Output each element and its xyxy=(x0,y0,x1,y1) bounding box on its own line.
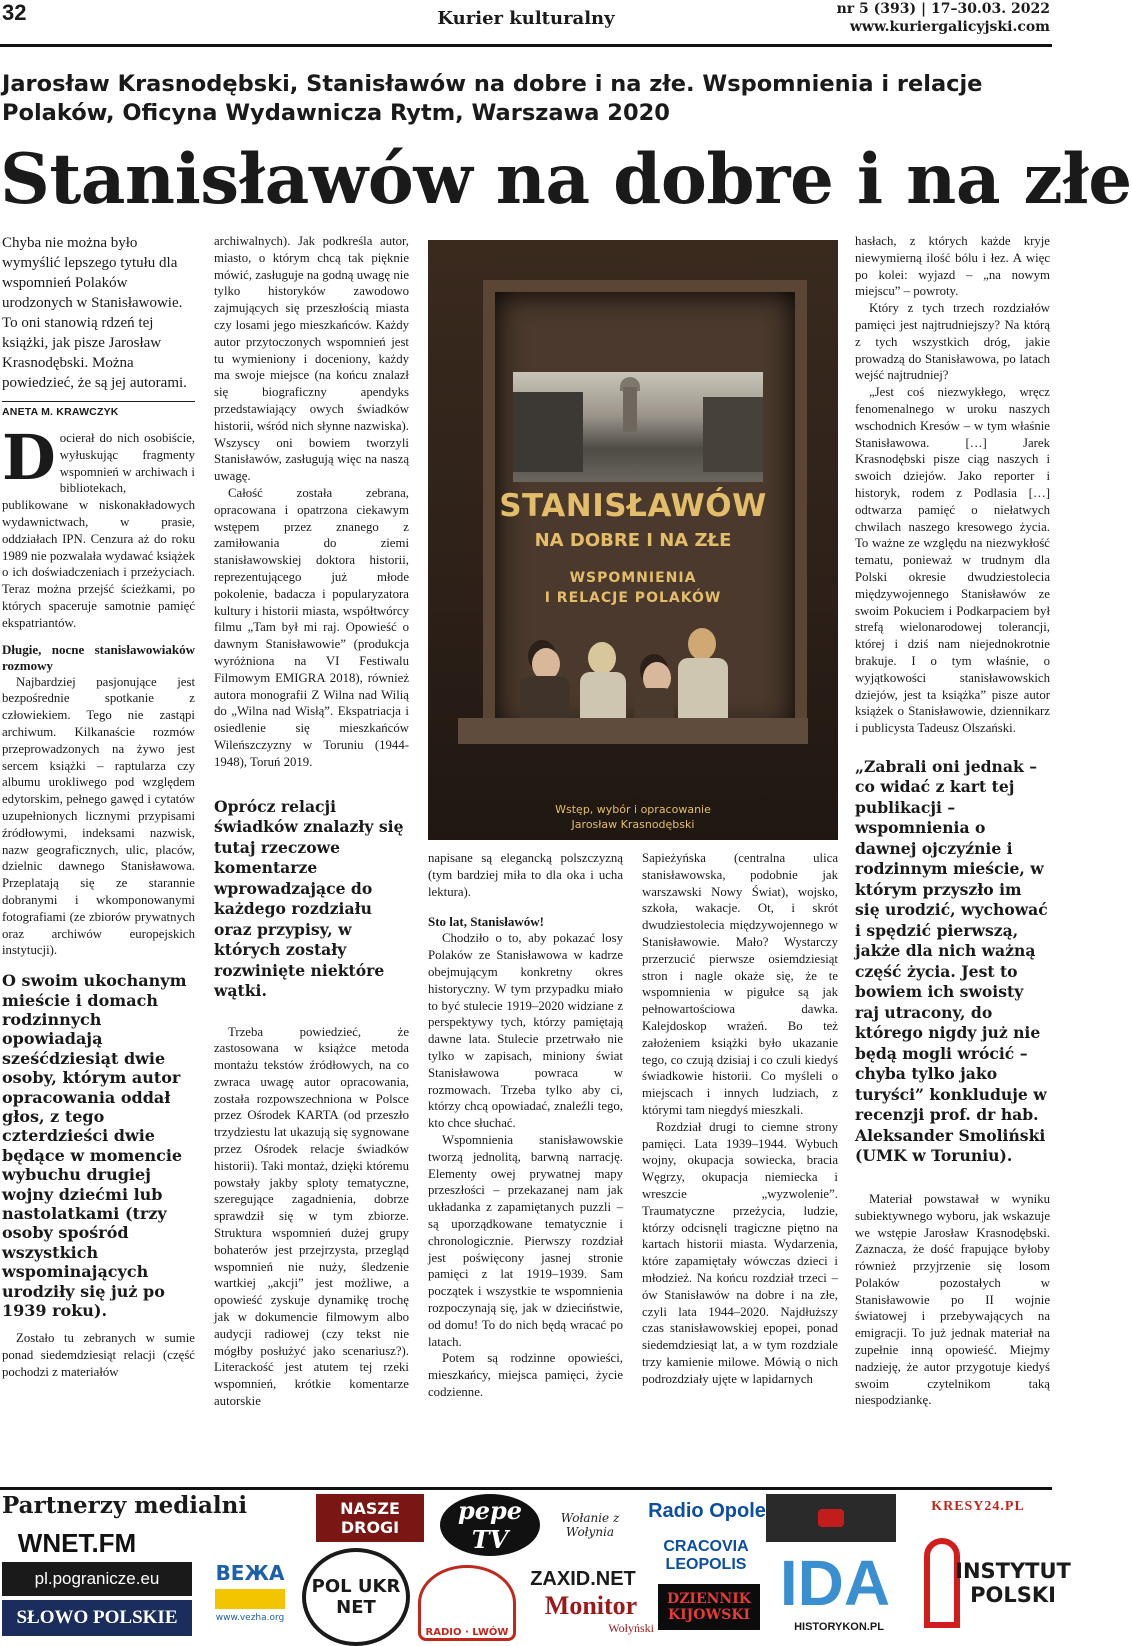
historykon-logo[interactable] xyxy=(784,1618,894,1636)
subheading: Sto lat, Stanisławów! xyxy=(428,914,544,930)
column-1 xyxy=(2,233,195,1381)
children-photo xyxy=(488,610,778,720)
issue-info xyxy=(837,0,1050,36)
logo-text: INSTYTUT POLSKI xyxy=(955,1559,1071,1607)
logo-text: DZIENNIK KIJOWSKI xyxy=(667,1591,751,1623)
paragraph: Który z tych trzech rozdziałów pamięci jest najtrudniejszy? Na którą z tych wszystkich dróg, jakie prowadzą do Stanisławowa, po latach wejść najtrudniej? xyxy=(855,301,1050,383)
cover-line: I RELACJE POLAKÓW xyxy=(544,590,722,606)
footer-rule xyxy=(0,1487,1052,1490)
instytut-polski-logo[interactable] xyxy=(955,1548,1071,1618)
logo-text: ZAXID.NET xyxy=(530,1567,636,1590)
opening-text: ocierał do nich osobiście, wyłuskując fragmenty wspomnień w archiwach i bibliotekach, publikowane w niskonakładowych wydawnictwach, w prasie, oddziałach IPN. Cenzura aż do roku 1989 nie pozwalała wydawać książek o ich doświadczeniach i przeżyciach. Teraz można przejść ścieżkami, po których spaceruje samotnie pamięć ekspatriantów. xyxy=(2,431,195,630)
radio-opole-logo[interactable] xyxy=(648,1496,766,1526)
paragraph: Rozdział drugi to ciemne strony pamięci. Lata 1939–1944. Wybuch wojny, okupacja sowiecka, bracia Węgrzy, okupacja niemiecka i wreszcie „wyzwolenie”. Traumatyczne przeżycia, ludzie, którzy odcisnęli tragiczne piętno na kartach historii miasta. Wydarzenia, które zapamiętały wówczas dzieci i młodzież. Na końcu rozdział trzeci – ów Stanisławów na dobre i na złe, czyli lata 1944–2020. Najdłuższy czas stanisławowskiej epopei, ponad siedemdziesiąt lat, a w tym rozdziale trzy kamienie milowe. Mówią o nich podrozdziały ujęte w lapidarnych xyxy=(642,1119,838,1386)
kresy24-logo[interactable] xyxy=(906,1494,1050,1520)
column-3 xyxy=(428,850,623,1401)
window-sill xyxy=(458,718,808,744)
slowo-polskie-logo[interactable] xyxy=(2,1600,192,1636)
book-lead: Jarosław Krasnodębski, Stanisławów na dobre i na złe. Wspomnienia i relacje Polaków, Oficyna Wydawnicza Rytm, Warszawa 2020 xyxy=(2,71,983,126)
dziennik-kijowski-logo[interactable] xyxy=(658,1584,760,1630)
paragraph: Zostało tu zebranych w sumie ponad siedemdziesiąt relacji (część pochodzi z materiałów xyxy=(2,1331,195,1380)
column-2 xyxy=(214,233,409,1410)
logo-text: IDA xyxy=(779,1547,891,1619)
logo-text: NASZE DROGI xyxy=(340,1499,400,1537)
pull-quote: Oprócz relacji świadków znalazły się tutaj rzeczowe komentarze wprowadzające do każdego rozdziału oraz przypisy, w których zostały rozwinięte niektóre wątki. xyxy=(214,796,404,1000)
logo-text: KRESY24.PL xyxy=(931,1499,1025,1514)
book-cover-image xyxy=(428,240,838,840)
paragraph: Całość została zebrana, opracowana i opatrzona ciekawym wstępem przez znanego z zamiłowania do ziemi stanisławowskiej doktora historii, reprezentującego już młode pokolenie, badacza i popularyzatora kultury i historii miasta, współtwórcy filmu „Tam był mi raj. Opowieść o dawnym Stanisławowie” (produkcja wyróżniona na VI Festiwalu Filmowym EMIGRA 2018), również autora monografii Z Wilna nad Wilią do „Wilna nad Wisłą”. Ekspatriacja i osiedlenie się mieszkańców Wileńszczyzny w Toruniu (1944-1948), Toruń 2019. xyxy=(214,485,409,769)
article-intro: Chyba nie można było wymyślić lepszego tytułu dla wspomnień Polaków urodzonych w Stanisławowie. To oni stanowią rdzeń tej książki, jak pisze Jarosław Krasnodębski. Można powiedzieć, że są jej autorami. xyxy=(2,235,187,391)
pogranicze-logo[interactable] xyxy=(2,1562,192,1596)
logo-text: Monitor xyxy=(544,1590,638,1620)
logo-text: HISTORYKON.PL xyxy=(794,1621,884,1633)
website-link[interactable]: www.kuriergalicyjski.com xyxy=(849,19,1050,35)
page-number: 32 xyxy=(2,0,27,25)
tower-icon xyxy=(215,1589,285,1609)
street-photo xyxy=(513,372,763,482)
logo-text: POL UKR NET xyxy=(311,1576,401,1618)
cover-credit: Wstęp, wybór i opracowanie xyxy=(555,803,711,816)
logo-text: Wołyński xyxy=(608,1620,654,1635)
logo-text: SŁOWO POLSKIE xyxy=(16,1607,178,1628)
cover-line: WSPOMNIENIA xyxy=(569,570,697,586)
paragraph: Wspomnienia stanisławowskie tworzą jednolitą, barwną narrację. Elementy owej prywatnej mapy przeszłości – przekazanej nam jak układanka z zapamiętanych puzzli – są uporządkowane tematycznie i chronologicznie. Pierwszy rozdział jest poświęcony jasnej stronie pamięci z lat 1919–1939. Sam początek i wszystkie te wspomnienia rozpoczynają się, jak w dzieciństwie, od domu! To do nich będą wracać po latach. xyxy=(428,1132,623,1349)
paragraph: Trzeba powiedzieć, że zastosowana w książce metoda montażu tekstów źródłowych, na co zwraca uwagę autor opracowania, została rozpowszechniona w Polsce przez Ośrodek KARTA (od przeszło trzydziestu lat ukazują się sygnowane przez Ośrodek relacje świadków historii). Taki montaż, dzięki któremu powstały jakby sploty tematyczne, szeregujące zagadnienia, dobrze sprawdził się w tym zbiorze. Struktura wspomnień dużej grupy bohaterów jest przejrzysta, przegląd wspomnień nie nuży, śledzenie wartkiej „akcji” jest możliwe, a opowieść zyskuje dynamikę trochę jak w dokumencie filmowym albo audycji radiowej (czy tekst nie mógłby posłużyć jako scenariusz?). Literackość jest atutem tej rzeki wspomnień, krótkie komentarze autorskie xyxy=(214,1024,409,1409)
pepe-tv-logo[interactable] xyxy=(440,1494,540,1556)
paragraph: Sapieżyńska (centralna ulica stanisławowska, podobnie jak warszawski Nowy Świat), wojsko, szkoła, wakacje. Ot, i skrót dwudziestolecia międzywojennego w Stanisławowie. Mało? Wystarczy przerzucić pierwsze osiemdziesiąt stron i nagle okaże się, że te wspomnienia w pigułce są jak pełnowartościowa dawka. Kalejdoskop wrażeń. Bo też założeniem książki było ukazanie tego, co czują dzisiaj i co czuli kiedyś świadkowie historii. Co myśleli o miejscach i innych ludziach, z którymi tam niegdyś mieszkali. xyxy=(642,851,838,1117)
column-5 xyxy=(855,233,1050,1409)
logo-text: Radio Opole xyxy=(648,1499,766,1522)
paragraph: napisane są elegancką polszczyzną (tym bardziej miła to dla oka i ucha lektura). xyxy=(428,851,623,899)
zaxid-logo[interactable] xyxy=(516,1568,650,1590)
paragraph: Najbardziej pasjonujące jest bezpośrednie spotkanie z człowiekiem. Tego nie zastąpi archiwum. Kilkanaście rozmów przeprowadzonych na żywo jest sercem książki – raptularza czy albumu urokliwego pod względem edytorskim, pełnego gawęd i cytatów uzupełnionych licznymi przypisami źródłowymi, indeksami nazwisk, nazw geograficznych, ulic, placów, dzielnic dawnego Stanisławowa. Przeplatają się ze starannie dobranymi i wkomponowanymi fotografiami (ze zbiorów prywatnych oraz archiwów europejskich instytucji). xyxy=(2,674,195,958)
partners-title: Partnerzy medialni xyxy=(2,1492,248,1519)
drop-cap: D xyxy=(2,421,56,494)
subheading: Długie, nocne stanisławowiaków rozmowy xyxy=(2,641,195,673)
photo-logo[interactable] xyxy=(766,1494,896,1542)
logo-text: ВЕЖА xyxy=(215,1561,285,1585)
ida-logo[interactable] xyxy=(770,1548,900,1618)
opening-paragraph xyxy=(2,421,195,632)
logo-text: www.vezha.org xyxy=(215,1613,285,1623)
polukr-logo[interactable] xyxy=(302,1548,410,1646)
logo-text: pl.pogranicze.eu xyxy=(34,1569,160,1588)
vezha-logo[interactable] xyxy=(205,1548,295,1636)
article-headline: Stanisławów na dobre i na złe xyxy=(0,139,1132,220)
radio-lwow-logo[interactable] xyxy=(418,1565,516,1641)
header-rule xyxy=(0,44,1052,47)
logo-text: pepe TV xyxy=(457,1496,523,1554)
paragraph: Potem są rodzinne opowieści, mieszkańcy, miejsca pamięci, życie codzienne. xyxy=(428,1351,623,1399)
logo-text: CRACOVIA LEOPOLIS xyxy=(663,1538,749,1573)
camera-icon xyxy=(818,1509,844,1527)
cracovia-logo[interactable] xyxy=(652,1534,760,1578)
pull-quote: „Zabrali oni jednak – co widać z kart tej publikacji – wspomnienia o dawnej ojczyźnie i rodzinnym mieście, w którym przyszło im się urodzić, wychować i spędzić pierwszą, jakże dla nich ważną część życia. Jest to bowiem ich swoisty raj utracony, do którego nigdy już nie będą mogli wrócić – chyba tylko jako turyści” konkluduje w recenzji prof. dr hab. Aleksander Smoliński (UMK w Toruniu). xyxy=(855,756,1048,1166)
paragraph: Materiał powstawał w wyniku subiektywnego wyboru, jak wskazuje we wstępie Jarosław Krasnodębski. Zaznacza, że dość frapujące byłoby również przyjrzenie się losom Polaków pozostałych w Stanisławowie po II wojnie światowej i przebywających na emigracji. To już jednak materiał na zupełnie inną opowieść. Miejmy nadzieję, że autor przygotuje kiedyś swoim czytelnikom taką niespodziankę. xyxy=(855,1191,1050,1408)
logo-text: Wołanie z Wołynia xyxy=(560,1511,620,1539)
logo-text: RADIO · LWÓW xyxy=(425,1627,509,1638)
cover-credit: Jarosław Krasnodębski xyxy=(571,818,695,831)
paragraph: Chodziło o to, aby pokazać losy Polaków ze Stanisławowa w kadrze obejmującym konkretny okres historyczny. W tym przypadku miało to być stulecie 1919–2020 widziane z perspektywy tych, którzy pamiętają dawne lata. Stulecie przetrwało nie tylko w zapisach, miniony świat Stanisławowa powraca w rozmowach. Trzeba tylko aby ci, którzy chcą opowiadać, znaleźli tego, kto chce słuchać. xyxy=(428,931,623,1131)
issue-number: nr 5 (393) | 17–30.03. 2022 xyxy=(836,1,1050,17)
paragraph: archiwalnych). Jak podkreśla autor, miasto, o którym chcą tak pięknie mówić, zasługuje na godną uwagę nie tylko historyków zawodowo zajmujących się przeszłością miasta czy losami jego mieszkańców. Każdy autor przytoczonych wspomnień jest tu wymieniony i doceniony, każdy ma swoje miejsce (na końcu znalazł się biograficzny apendyks przedstawiający owych świadków historii, wśród nich słynne nazwiska). Wszyscy oni bowiem tworzyli Stanisławów, zasługują więc na naszą uwagę. xyxy=(214,234,409,484)
cover-subtitle: NA DOBRE I NA ZŁE xyxy=(534,530,732,551)
pull-quote: O swoim ukochanym mieście i domach rodzinnych opowiadają sześćdziesiąt dwie osoby, którym autor opracowania oddał głos, z tego czterdzieści dwie będące w momencie wybuchu drugiej wojny dziećmi lub nastolatkami (trzy osoby spośród wszystkich wspominających urodziły się już po 1939 roku). xyxy=(2,971,187,1321)
author-byline: ANETA M. KRAWCZYK xyxy=(2,401,195,418)
monitor-logo[interactable] xyxy=(528,1590,654,1636)
wolanie-logo[interactable] xyxy=(545,1494,635,1556)
paragraph: „Jest coś niezwykłego, wręcz fenomenalnego w uroku naszych wschodnich Kresów – w tym właśnie Stanisławowa. […] Jarek Krasnodębski pisze ciąg naszych i swoich dziejów. Jako reporter i historyk, rodem z Podlasia […] odtwarza pamięć o niełatwych chwilach naszego kresowego życia. To ważne ze względu na niezwykłość tematu, ponieważ w trudnym dla Polski okresie dwudziestolecia międzywojennego Stanisławów ze swoim Pokuciem i Podkarpaciem był strefą wielonarodowej tolerancji, której i dziś nam niejednokrotnie brakuje. I o tym właśnie, o wyjątkowości stanisławowskich dziejów, jest ta książka” pisze autor książek o Stanisławowie, dziennikarz i publicysta Tadeusz Olszański. xyxy=(855,385,1050,736)
wnet-logo[interactable] xyxy=(2,1528,152,1558)
nasze-drogi-logo[interactable] xyxy=(316,1494,424,1542)
paragraph: hasłach, z których każde kryje niewymierną ilość bólu i łez. A więc po kolei: wyjazd – „na nowym miejscu” – powroty. xyxy=(855,234,1050,299)
column-4 xyxy=(642,850,838,1388)
logo-text: WNET.FM xyxy=(17,1527,137,1558)
magazine-name: Kurier kulturalny xyxy=(437,8,615,29)
cover-title: STANISŁAWÓW xyxy=(499,488,767,524)
